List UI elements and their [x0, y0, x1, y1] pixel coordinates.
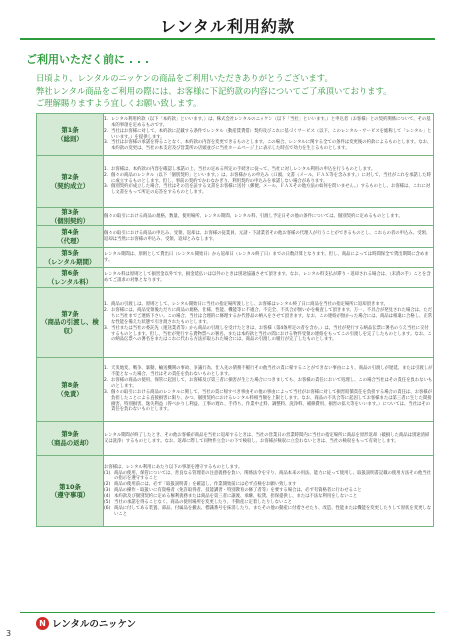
- item-number: (6): [104, 505, 111, 511]
- article-item: [104, 184, 433, 196]
- item-text: 個々の取引における商品の申込み、受領、返却は、お客様の従業員、元請・下請業者その他お客様の代理人が行うことができるものとし、これらの者の申込み、受領、返却は当然にお客様の申込み、受領、返却とみなします。: [104, 230, 431, 242]
- item-number: 3.: [104, 140, 109, 146]
- article-title: （商品の引渡し、検収）: [41, 318, 99, 335]
- item-text: レンタル期間が終了したとき、その他お客様が商品を当社に返却するときは、当社の営業日の営業時間内に当社の指定場所に商品を原形返却（破損した商品は別途清掃又は洗浄）するものとします。なお、返却に際して同物件立会いの下で検収し、お客様が検収に立会わないときは、当社の検収をもって有効とします。: [104, 432, 430, 444]
- item-number: (5): [104, 500, 111, 506]
- item-text: 本約款及び個別契約に定める権利義務または商品を第三者に譲渡、承継、転貸、担保提供し、または不法な利用をしないこと: [114, 494, 358, 500]
- item-text: 個々の取引における商品の規格、数量、使用場所、レンタル期間、レンタル料、引渡し予定日その他の条件については、個別契約に定めるものとします。: [104, 213, 403, 219]
- item-number: 1.: [104, 366, 109, 372]
- item-text: 当社の承諾を得ることなく、商品の使用場所を変更したり、不動産に定着したりしないこと: [114, 500, 293, 506]
- article-body: [104, 288, 434, 358]
- item-number: 3.: [104, 184, 109, 190]
- item-text: 当社はお客様に対して、本約款に記載する条件でレンタル（動産賃貸借）契約及びこれに基づくサービス（以下、このレンタル・サービスを総称して「レンタル」といいます。）を提供します。: [111, 128, 432, 140]
- article-body: [104, 248, 434, 268]
- item-text: 商品の使用、保管については、善良なる管理者の注意義務を負い、関係法令を守り、商品本来の用法、能力に従って使用し、取扱説明書記載の使用方法その他当社の指示を遵守すること: [114, 470, 432, 482]
- article-row: [37, 114, 434, 156]
- item-number: 1.: [104, 166, 109, 172]
- article-item: [104, 506, 433, 518]
- article-item: [104, 378, 433, 390]
- article-item: [104, 117, 433, 129]
- article-number: 第7条: [61, 309, 79, 318]
- article-label: [37, 268, 104, 288]
- article-row: [37, 288, 434, 358]
- article-label: [37, 288, 104, 358]
- article-row: [37, 208, 434, 226]
- article-item: [104, 140, 433, 152]
- logo-text: レンタルのニッケン: [52, 619, 137, 630]
- intro-line: ご理解賜りますよう宜しくお願い致します。: [36, 98, 202, 108]
- article-item: [104, 326, 433, 344]
- article-title: （個別契約）: [50, 216, 90, 225]
- article-item: [104, 252, 433, 264]
- item-text: 商品の使用前には、必ず「取扱説明書」を確認し、作業開始前には必ず点検をお願い致します: [114, 482, 297, 488]
- article-number: 第10条: [59, 482, 81, 491]
- title-divider: [20, 38, 435, 40]
- item-text: 商品の引渡しは、原則として、レンタル開始日に当社の指定場所渡しとし、お客様はレンタル終了日に商品を当社の指定場所に返却頂きます。: [111, 302, 388, 308]
- item-text: 商品の操作・取扱いに有資格者（免許取得者、技能講習・特別教育の修了者等）を要する場合は、必ず有資格者に行わせること: [114, 488, 362, 494]
- item-number: 3.: [104, 389, 109, 395]
- article-label: [37, 156, 104, 208]
- article-title: （免責）: [57, 389, 83, 398]
- item-text: 商品に付してある装置、部品、付属品を撤去、標識番号を抹消したり、またその他の動産に付着させたり、改造、性能または機能を変更したりして原状を変更しないこと: [114, 505, 432, 517]
- item-number: 3.: [104, 325, 109, 331]
- article-number: 第1条: [61, 125, 79, 134]
- article-row: [37, 422, 434, 456]
- item-number: (3): [104, 488, 111, 494]
- article-number: 第5条: [61, 249, 79, 258]
- item-text: お客様は、レンタル利用にあたり以下の事項を遵守するものとします。: [104, 464, 243, 470]
- article-item: [104, 471, 433, 483]
- article-label: [37, 208, 104, 226]
- article-number: 第9条: [61, 430, 79, 439]
- intro-text: [36, 72, 436, 110]
- article-label: [37, 114, 104, 156]
- article-row: [37, 156, 434, 208]
- item-text: 個々の商品のレンタル（以下「個別契約」といいます。）は、お客様からの申込み（口頭、文書（メール、ＦＡＸ等を含みます。）に対して、当社がこれを承諾した時に成立するものとします。但し、事前の契約でかわなかぎり、利用契約の申込みを承諾しない場合があります。: [111, 172, 431, 184]
- article-label: [37, 248, 104, 268]
- article-number: 第2条: [61, 172, 79, 181]
- item-text: お客様の商品の使用、保管に起因して、お客様及び第三者に損害が生じた場合につきましても、お客様の責任において処理し、この場合当社はその責任を負わないものとします。: [111, 377, 433, 389]
- item-number: 2.: [104, 377, 109, 383]
- article-label: [37, 226, 104, 248]
- item-number: 2.: [104, 128, 109, 134]
- article-title: （レンタル料）: [47, 277, 93, 286]
- article-number: 第8条: [61, 381, 79, 390]
- item-text: 個々の取引における商品のレンタルに関して、当社の責に帰すべき事由その他の事由によって当社がお客様に対して損害賠償責任を負担する場合の責任は、お客様が負担したことによる直接損害に限り、かつ、個別契約におけるレンタル料相当額を上限とします。なお、商品の不具合等に起因してお客様または第三者に生じた間接損害、特別損害、逸失利益（得べかりし利益、工事の遅れ、手待ち、作業中止料、調整料、洗浄料、補修費用、損害の拡大等をいいます。）については、当社はその責任を負わないものとします。: [111, 389, 432, 413]
- article-title: （代理）: [57, 236, 83, 245]
- article-body: [104, 208, 434, 226]
- article-body: [104, 422, 434, 456]
- footer-divider: [20, 612, 435, 613]
- item-text: お客様には、商品受領後ただちに商品の規格、仕様、性能、機能等に不適合、不完全、不具合が無いかを検査して頂きます。万一、不具合が発見された場合は、ただちに当社までご連絡下さい。この場合、当社は合理的に修理するか代替品の納入をさせて頂きます。なお、この連絡が無かった場合には、商品は相違に合格し、正常な性能を備えた状態で引き渡されたものとします。: [111, 307, 433, 325]
- item-text: お客様は、本約款の内容を確認し承諾の上、当社の定める所定の手続きに従って、当社に対しレンタル利用の申込を行うものとします。: [111, 166, 376, 172]
- company-logo: [36, 616, 136, 630]
- article-row: [37, 226, 434, 248]
- article-item: [104, 214, 433, 220]
- article-body: [104, 456, 434, 527]
- item-text: 当社はお客様の承諾を得ることなく、本約款の内容を変更できるものとします。この場合、レンタルに関する全ての条件は変更後の約款によるものとします。なお、本約款の変更は、当社の本支店及び営業所の店頭並びに当社ホームページ上に表示した時点で効力を生じるものとします。: [111, 140, 432, 152]
- item-number: (4): [104, 494, 111, 500]
- article-item: [104, 173, 433, 185]
- item-number: (1): [104, 470, 111, 476]
- article-item: [104, 129, 433, 141]
- article-title: （遵守事項）: [50, 491, 90, 500]
- article-row: [37, 248, 434, 268]
- item-text: レンタル利用約款（以下「本約款」といいます。）は、株式会社レンタルのニッケン（以下「当社」といいます。）と申込者（お客様）との契約関係について、その基本的事項を定めるものです。: [111, 116, 431, 128]
- article-body: [104, 114, 434, 156]
- page-title: レンタル利用約款: [160, 17, 295, 36]
- article-item: [104, 272, 433, 284]
- article-body: [104, 358, 434, 422]
- article-number: 第3条: [61, 208, 79, 216]
- intro-line: 弊社レンタル商品をご利用の際には、お客様に下記約款の内容についてご了承頂いております。: [36, 85, 392, 96]
- article-item: [104, 390, 433, 414]
- item-text: 当社または当社の委託先（運送業者等）から商品の引渡しを受けたときは、お客様（第4条所定の者を含む。）は、当社が発行する納品伝票に署名のうえ当社に交付するものとします。但し、当社が発行する貨物票への署名、または本約款と当社の間における物件受領の連絡をもってこの引渡しを完了したものとします。なお、この納品伝票への署名をまたはこれに代わる方法が取られた場合には、商品の引渡しの履行が完了したものとします。: [111, 325, 432, 343]
- article-title: （商品の返却）: [47, 438, 93, 447]
- article-row: [37, 268, 434, 288]
- article-label: [37, 422, 104, 456]
- intro-heading: ご利用いただく前に . . .: [26, 53, 150, 66]
- terms-table: [36, 113, 434, 527]
- item-number: 1.: [104, 116, 109, 122]
- article-item: [104, 231, 433, 243]
- logo-mark-icon: N: [36, 617, 49, 630]
- article-row: [37, 358, 434, 422]
- item-text: 個別契約が成立した場合、当社はその旨を証する文書をお客様に送付（郵便、メール、ＦＡＸその他方法の如何を問いません。）するものとし、お客様は、これに対し文書をもって所定の応答をするものとします。: [111, 184, 431, 196]
- article-item: [104, 366, 433, 378]
- item-text: 天災地変、戦争、暴動、輸送機関の事故、争議行為、仕入先の債務不履行その他当社の責に帰することができない事由により、商品の引渡しが遅延、または引渡しが不能となった場合、当社はその責任を負わないものとします。: [111, 366, 433, 377]
- article-number: 第4条: [61, 228, 79, 237]
- article-title: （契約成立）: [50, 181, 90, 190]
- article-body: [104, 226, 434, 248]
- item-number: (2): [104, 482, 111, 488]
- item-text: レンタル期間は、原則として貸出日（レンタル開始日）から返却日（レンタル終了日）までの日数計算となります。但し、商品によっては時間保全で貸出期間に含めます。: [104, 251, 429, 263]
- article-body: [104, 268, 434, 288]
- item-number: 2.: [104, 307, 109, 313]
- article-number: 第6条: [61, 269, 79, 278]
- item-number: 1.: [104, 302, 109, 308]
- article-item: [104, 433, 433, 445]
- article-body: [104, 156, 434, 208]
- item-number: 2.: [104, 172, 109, 178]
- intro-line: 日頃より、レンタルのニッケンの商品をご利用いただきありがとうございます。: [36, 73, 333, 83]
- article-title: （レンタル期間）: [44, 257, 96, 266]
- article-item: [104, 308, 433, 326]
- article-label: [37, 358, 104, 422]
- article-row: [37, 456, 434, 527]
- article-title: （総則）: [57, 134, 83, 143]
- item-text: レンタル料は原則として損害金以外です。損金延払いは以外のときは別途協議させて頂きます。なお、レンタル料支払が滞り・返却される場合は、（未済の手）ことを含めてご請求の対象となります。: [104, 271, 431, 283]
- article-label: [37, 456, 104, 527]
- page-number: 3: [6, 629, 12, 638]
